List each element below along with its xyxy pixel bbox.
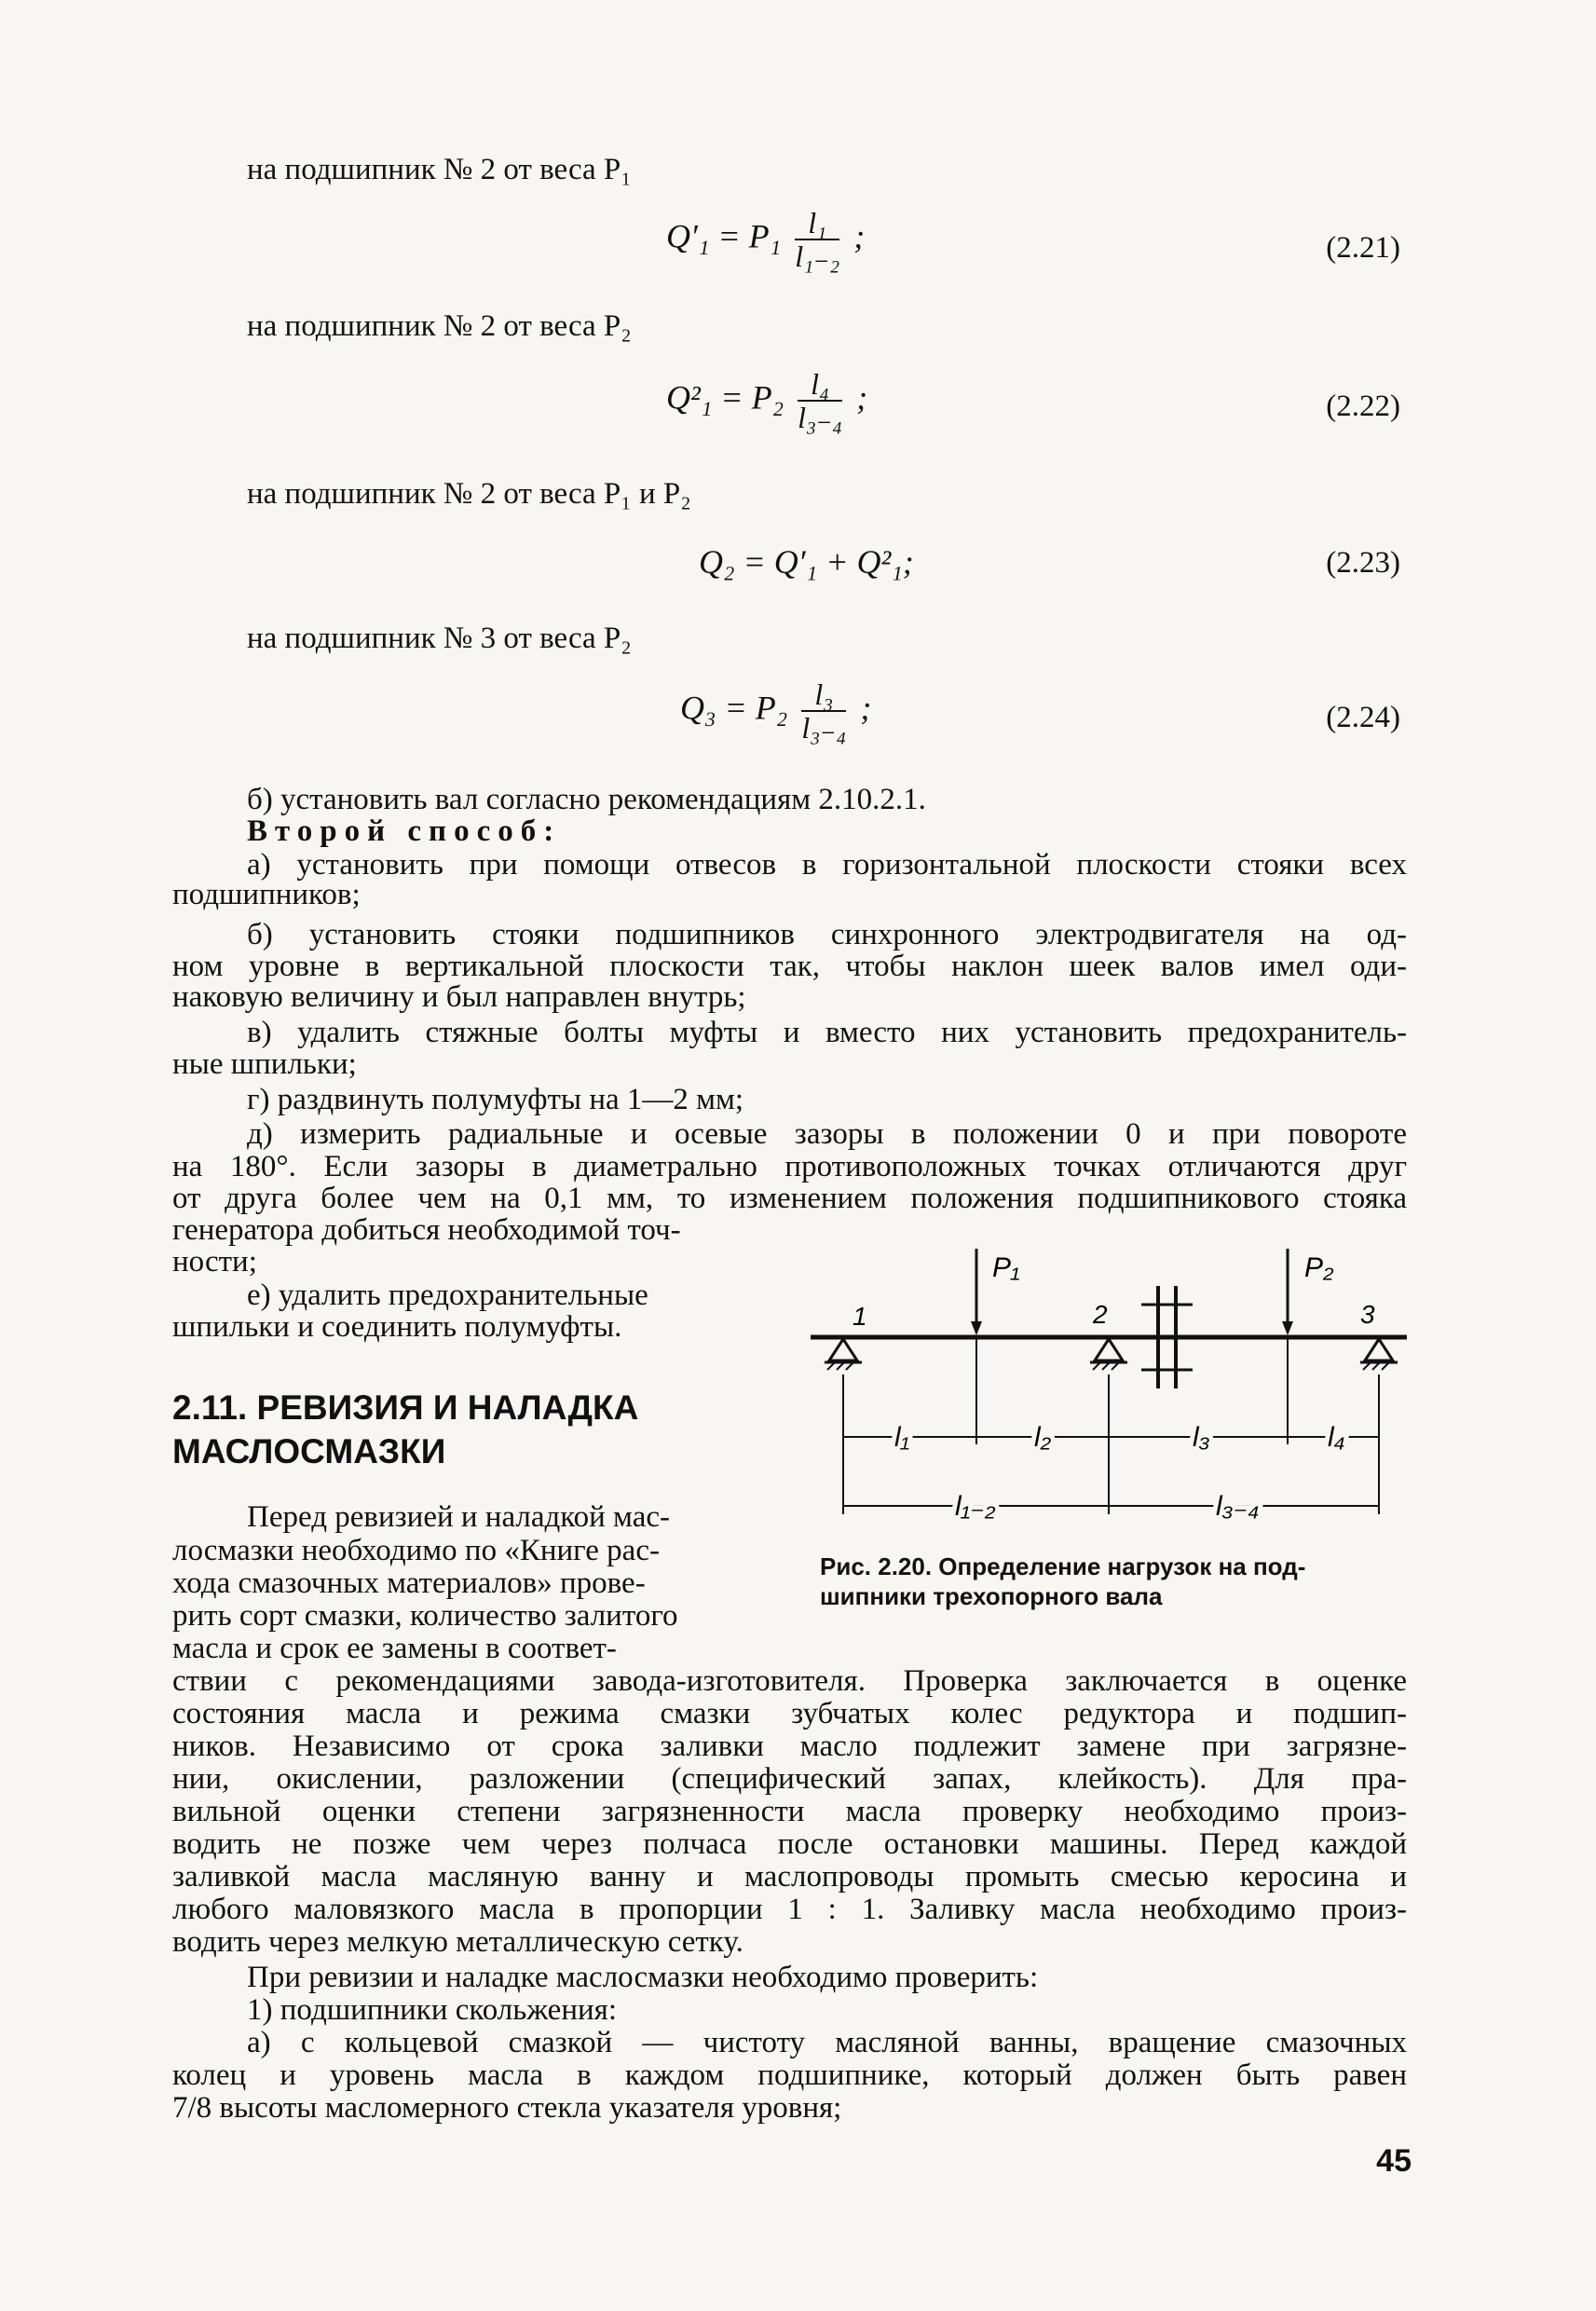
fraction-numerator: l₄ [798, 368, 842, 402]
support-label-1: 1 [853, 1302, 867, 1331]
text-line: хода смазочных материалов» прове- [172, 1566, 646, 1600]
fraction-numerator: l₃ [801, 678, 846, 712]
formula-tail: ; [860, 689, 872, 727]
section-heading: МАСЛОСМАЗКИ [172, 1432, 446, 1470]
text-line [172, 1728, 1407, 1765]
formula-lhs: Q′₁ = P₁ [666, 217, 782, 255]
text-line-content: в) удалить стяжные болты муфты и вместо них установить предохранитель- [247, 1016, 1407, 1049]
text-line-content: колец и уровень масла в каждом подшипнике, который должен быть равен [172, 2058, 1407, 2092]
text-line-content: любого маловязкого масла в пропорции 1 : 1. Заливку масла необходимо произ- [172, 1893, 1407, 1926]
page-number: 45 [1376, 2143, 1412, 2179]
formula-tail: ; [853, 217, 866, 255]
text-line-content: заливкой масла масляную ванну и маслопроводы промыть смесью керосина и [172, 1860, 1407, 1894]
fraction-denominator: l₃₋₄ [801, 711, 847, 745]
text-line: При ревизии и наладке маслосмазки необходимо проверить: [247, 1961, 1039, 1994]
text-line: на подшипник № 2 от веса P₁ [247, 153, 632, 186]
text-line-content: на 180°. Если зазоры в диаметрально противоположных точках отличаются друг [172, 1150, 1407, 1183]
fraction [798, 368, 842, 433]
text-line [247, 1014, 1407, 1051]
text-line-content: водить не позже чем через полчаса после остановки машины. Перед каждой [172, 1827, 1407, 1861]
text-line-content: ствии с рекомендациями завода-изготовителя. Проверка заключается в оценке [172, 1664, 1407, 1698]
text-line [247, 846, 1407, 883]
support-label-3: 3 [1360, 1300, 1375, 1329]
support-1 [825, 1339, 862, 1370]
text-line: генератора добиться необходимой точ- [172, 1213, 681, 1247]
text-line: масла и срок ее замены в соответ- [172, 1632, 617, 1665]
text-line: шпильки и соединить полумуфты. [172, 1310, 622, 1344]
text-line: е) удалить предохранительные [247, 1279, 648, 1312]
text-line-content: от друга более чем на 0,1 мм, то изменением положения подшипникового стояка [172, 1182, 1407, 1215]
load-arrow-p1 [971, 1249, 982, 1335]
equation-number: (2.22) [1326, 390, 1400, 423]
support-3 [1360, 1339, 1398, 1370]
fraction-denominator: l₁₋₂ [795, 239, 840, 273]
text-line-content: а) с кольцевой смазкой — чистоту масляной ванны, вращение смазочных [247, 2026, 1407, 2059]
text-line: на подшипник № 2 от веса P₂ [247, 309, 632, 343]
fraction [801, 678, 846, 744]
text-line [172, 1662, 1407, 1700]
text-line-content: д) измерить радиальные и осевые зазоры в положении 0 и при повороте [247, 1117, 1407, 1151]
text-line [247, 1115, 1407, 1153]
text-line: на подшипник № 2 от веса P₁ и P₂ [247, 477, 691, 511]
text-line [172, 2057, 1407, 2094]
dimension-l4: l₄ [1328, 1422, 1345, 1453]
text-line-content: б) установить стояки подшипников синхронного электродвигателя на од- [247, 918, 1407, 951]
text-line [172, 1826, 1407, 1863]
dimension-l2: l₂ [1034, 1422, 1052, 1453]
text-line: на подшипник № 3 от веса P₂ [247, 622, 632, 655]
text-line: 7/8 высоты масломерного стекла указателя уровня; [172, 2091, 842, 2125]
text-line [172, 1858, 1407, 1895]
figure-caption [820, 1552, 1425, 1611]
text-line: 1) подшипники скольжения: [247, 1993, 617, 2027]
caption-line: Рис. 2.20. Определение нагрузок на под- [820, 1552, 1306, 1580]
caption-line: шипники трехопорного вала [820, 1582, 1163, 1610]
load-arrow-p2 [1282, 1249, 1293, 1335]
text-line: подшипников; [172, 878, 361, 911]
formula-lhs: Q²₁ = P₂ [666, 378, 784, 417]
formula-2-23: Q₂ = Q′₁ + Q²₁; [699, 543, 914, 581]
equation-number: (2.21) [1326, 231, 1400, 265]
text-line: лосмазки необходимо по «Книге рас- [172, 1534, 660, 1567]
dimension-l1-2: l₁₋₂ [955, 1491, 996, 1522]
text-line: ные шпильки; [172, 1047, 357, 1081]
section-heading: 2.11. РЕВИЗИЯ И НАЛАДКА [172, 1388, 639, 1427]
text-line-content: ников. Независимо от срока заливки масло подлежит замене при загрязне- [172, 1730, 1407, 1763]
text-line: рить сорт смазки, количество залитого [172, 1599, 678, 1633]
text-line [172, 1793, 1407, 1830]
text-line [172, 1695, 1407, 1732]
text-line-content: вильной оценки степени загрязненности масла проверку необходимо произ- [172, 1795, 1407, 1828]
formula-2-21 [666, 207, 865, 272]
support-2 [1090, 1339, 1127, 1370]
text-line [172, 1891, 1407, 1928]
load-label-p2: P₂ [1304, 1252, 1334, 1283]
text-line-content: а) установить при помощи отвесов в горизонтальной плоскости стояки всех [247, 848, 1407, 882]
fraction [795, 207, 839, 272]
text-line: б) установить вал согласно рекомендациям 2.10.2.1. [247, 783, 926, 816]
text-line: водить через мелкую металлическую сетку. [172, 1925, 743, 1959]
section-subtitle: Второй способ: [247, 814, 562, 848]
formula-2-22 [666, 368, 867, 433]
text-line: наковую величину и был направлен внутрь; [172, 980, 746, 1014]
dimension-l1: l₁ [894, 1422, 910, 1453]
text-line [247, 2024, 1407, 2061]
support-label-2: 2 [1093, 1300, 1108, 1329]
formula-lhs: Q₃ = P₂ [680, 689, 788, 727]
text-line [172, 1760, 1407, 1798]
text-line: г) раздвинуть полумуфты на 1—2 мм; [247, 1083, 744, 1116]
text-line-content: состояния масла и режима смазки зубчатых колес редуктора и подшип- [172, 1697, 1407, 1730]
equation-number: (2.23) [1326, 546, 1400, 580]
dimension-l3-4: l₃₋₄ [1216, 1491, 1260, 1522]
formula-tail: ; [856, 378, 868, 417]
shaft-load-diagram [801, 1230, 1416, 1547]
formula-2-24 [680, 678, 871, 744]
text-line-content: нии, окислении, разложении (специфический запах, клейкость). Для пра- [172, 1762, 1407, 1796]
load-label-p1: P₁ [992, 1252, 1020, 1283]
text-line-content: ном уровне в вертикальной плоскости так, чтобы наклон шеек валов имел оди- [172, 950, 1407, 983]
fraction-numerator: l₁ [795, 207, 839, 240]
text-line: ности; [172, 1245, 257, 1279]
text-line: Перед ревизией и наладкой мас- [247, 1500, 670, 1534]
dimension-l3: l₃ [1193, 1422, 1210, 1453]
equation-number: (2.24) [1326, 701, 1400, 734]
fraction-denominator: l₃₋₄ [798, 401, 843, 434]
